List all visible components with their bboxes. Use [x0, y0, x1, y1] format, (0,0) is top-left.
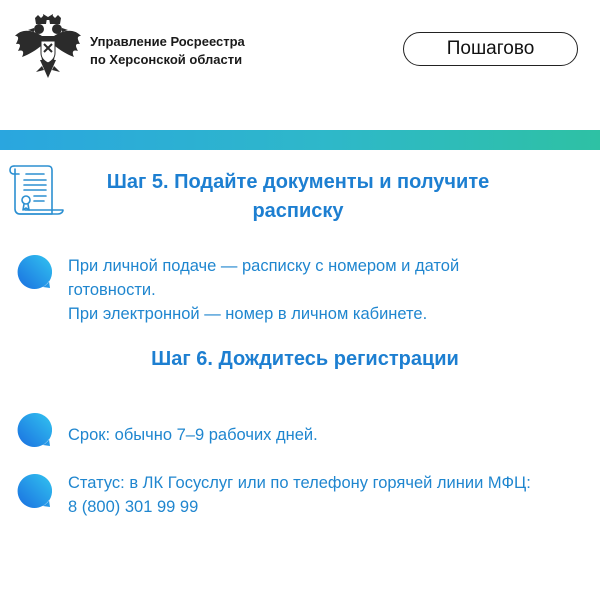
organization-name — [90, 33, 245, 69]
org-line-2: по Херсонской области — [90, 52, 243, 67]
registration-term: Срок: обычно 7–9 рабочих дней. — [68, 426, 318, 444]
step-6-title: Шаг 6. Дождитесь регистрации — [151, 348, 459, 370]
status-line-1: Статус: в ЛК Госуслуг или по телефону горячей линии МФЦ: — [68, 474, 531, 492]
document-certificate-icon — [8, 162, 66, 222]
step-5-title-line-1: Шаг 5. Подайте документы и получите — [106, 171, 490, 193]
step-5-title — [72, 168, 524, 226]
hotline-phone: 8 (800) 301 99 99 — [68, 498, 199, 516]
step-5-line-1: При личной подаче — расписку с номером и датой — [68, 257, 460, 275]
registration-status — [68, 471, 598, 519]
step-5-title-line-2: расписку — [252, 200, 344, 222]
org-line-1: Управление Росреестра — [90, 34, 245, 49]
speech-bubble-icon — [16, 254, 52, 290]
step-5-line-2: готовности. — [68, 281, 156, 299]
step-5-description — [68, 254, 568, 326]
eagle-emblem-icon — [14, 14, 82, 84]
step-by-step-badge — [403, 32, 578, 66]
badge-label: Пошагово — [446, 38, 535, 59]
speech-bubble-icon — [16, 473, 52, 509]
step-5-line-3: При электронной — номер в личном кабинете. — [68, 305, 428, 323]
speech-bubble-icon — [16, 412, 52, 448]
gradient-divider-band — [0, 130, 600, 150]
